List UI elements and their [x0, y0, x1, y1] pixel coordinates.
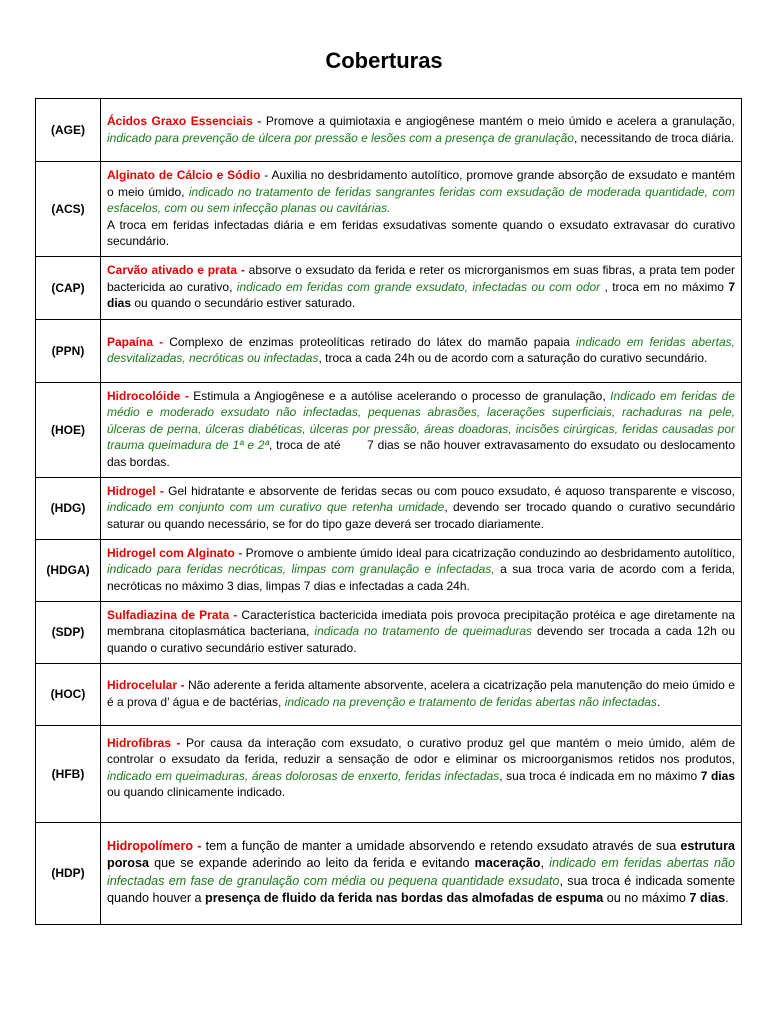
- row-description: [101, 601, 742, 663]
- change-text: , troca de até 7 dias se não houver extravasamento do exsudato ou deslocamento das bordas.: [107, 438, 739, 469]
- table-row: [36, 382, 742, 477]
- table-row: [36, 256, 742, 319]
- row-code: (HDP): [36, 822, 101, 924]
- description-text: Estimula a Angiogênese e a autólise acelerando o processo de granulação,: [188, 388, 611, 403]
- row-code: (AGE): [36, 99, 101, 162]
- table-row: [36, 601, 742, 663]
- table-row: [36, 477, 742, 539]
- indication-text: indicado para prevenção de úlcera por pressão e lesões com a presença de granulação: [107, 130, 574, 145]
- row-code: (HOE): [36, 382, 101, 477]
- description-text: - Auxilia no desbridamento autolítico, promove grande absorção de exsudato e mantém o meio úmido,: [107, 168, 735, 199]
- product-name: Alginato de Cálcio e Sódio: [107, 168, 261, 182]
- product-name: Ácidos Graxo Essenciais -: [107, 114, 262, 128]
- product-name: Hidrofibras -: [107, 735, 181, 750]
- change-text: a sua troca varia de acordo com a ferida, necróticas no máximo 3 dias, limpas 7 dias e infectadas a cada 24h.: [107, 562, 735, 593]
- change-days: 7 dias: [107, 279, 736, 311]
- product-name: Papaína -: [107, 334, 164, 349]
- change-text: , sua troca é indicada em no máximo: [499, 768, 701, 783]
- table-row: [36, 663, 742, 725]
- description-text: que se expande aderindo ao leito da ferida e evitando: [149, 856, 475, 870]
- table-row: [36, 319, 742, 382]
- indication-text: indicado em feridas abertas não infectadas em fase de granulação com média ou pequena quantidade exsudato: [107, 856, 735, 888]
- row-code: (CAP): [36, 256, 101, 319]
- emphasis-text: estrutura porosa: [107, 838, 735, 870]
- change-days: 7 dias: [700, 768, 735, 783]
- product-name: Hidrocolóide -: [107, 388, 189, 403]
- table-row: [36, 822, 742, 924]
- indication-text: indicado em queimaduras, áreas dolorosas de enxerto, feridas infectadas: [107, 768, 500, 783]
- change-text: ou no máximo: [603, 891, 690, 905]
- description-text: tem a função de manter a umidade absorvendo e retendo exsudato através de sua: [201, 838, 681, 853]
- row-description: [101, 382, 742, 477]
- row-code: (HFB): [36, 725, 101, 822]
- indication-text: Indicado em feridas de médio e moderado exsudato não infectadas, pequenas abrasões, lacerações superficiais, rachaduras na pele, úlceras de perna, úlceras diabéticas, úlceras por pressão, áreas doadoras, incisões cirúrgicas, feridas causadas por trauma queimadura de 1ª e 2ª: [107, 388, 735, 453]
- product-name: Hidrogel com Alginato -: [107, 545, 243, 560]
- change-text-end: ou quando clinicamente indicado.: [107, 785, 286, 799]
- description-text: absorve o exsudato da ferida e reter os microrganismos em suas fibras, a prata tem poder bactericida ao curativo,: [107, 263, 735, 294]
- row-description: [101, 256, 742, 319]
- change-text-end: .: [725, 891, 729, 905]
- indication-text: indicado em conjunto com um curativo que retenha umidade: [107, 500, 445, 515]
- change-text-end: ou quando o secundário estiver saturado.: [131, 296, 356, 311]
- description-text: Gel hidratante e absorvente de feridas secas ou com pouco exsudato, é aquoso transparente e viscoso,: [163, 483, 735, 498]
- page-title: Coberturas: [325, 48, 443, 73]
- row-description: [101, 822, 742, 924]
- row-code: (HOC): [36, 663, 101, 725]
- description-text: Complexo de enzimas proteolíticas retirado do látex do mamão papaia: [163, 334, 576, 349]
- change-text: , necessitando de troca diária.: [573, 130, 735, 145]
- product-name: Sulfadiazina de Prata -: [107, 607, 238, 622]
- row-description: [101, 319, 742, 382]
- description-text: Característica bactericida imediata pois provoca precipitação protéica e age diretamente na membrana citoplasmática bacteriana,: [107, 607, 735, 639]
- description-text: Promove o ambiente úmido ideal para cicatrização conduzindo ao desbridamento autolítico,: [242, 545, 736, 560]
- change-text: , troca a cada 24h ou de acordo com a saturação do curativo secundário.: [318, 351, 708, 365]
- table-row: [36, 539, 742, 601]
- change-text: A troca em feridas infectadas diária e em feridas exsudativas somente quando o exsudato extravasar do curativo secundário.: [107, 217, 735, 248]
- description-text: Promove a quimiotaxia e angiogênese mantém o meio úmido e acelera a granulação,: [261, 114, 735, 128]
- change-text: , troca em no máximo: [600, 279, 729, 294]
- emphasis-text: maceração: [474, 856, 541, 870]
- row-code: (HDGA): [36, 539, 101, 601]
- row-description: [101, 725, 742, 822]
- indication-text: indicado em feridas com grande exsudato, infectadas ou com odor: [236, 279, 601, 294]
- change-text: , devendo ser trocado quando o curativo secundário saturar ou quando necessário, se for do tipo gaze deverá ser trocado diariamente.: [107, 500, 735, 531]
- row-code: (PPN): [36, 319, 101, 382]
- indication-text: indicado em feridas abertas, desvitalizadas, necróticas ou infectadas: [107, 334, 736, 365]
- table-row: [36, 162, 742, 257]
- product-name: Carvão ativado e prata -: [107, 263, 245, 278]
- row-description: [101, 477, 742, 539]
- change-text: , sua troca é indicada somente quando houver a: [107, 873, 735, 905]
- change-days: 7 dias: [689, 891, 726, 905]
- description-text: Não aderente a ferida altamente absorvente, acelera a cicatrização pela manutenção do meio úmido e é a prova d’ água e de bactérias,: [107, 678, 735, 709]
- row-description: [101, 663, 742, 725]
- emphasis-text: presença de fluido da ferida nas bordas das almofadas de espuma: [205, 891, 604, 905]
- row-code: (HDG): [36, 477, 101, 539]
- indication-text: indicada no tratamento de queimaduras: [314, 624, 533, 639]
- indication-text: indicado na prevenção e tratamento de feridas abertas não infectadas: [284, 694, 657, 709]
- row-code: (ACS): [36, 162, 101, 257]
- indication-text: indicado para feridas necróticas, limpas com granulação e infectadas,: [107, 562, 495, 577]
- product-name: Hidropolímero -: [107, 838, 202, 853]
- indication-text: indicado no tratamento de feridas sangrantes feridas com exsudação de moderada quantidade, com esfacelos, com ou sem infecção planas ou cavitárias.: [107, 184, 735, 215]
- row-description: [101, 99, 742, 162]
- table-row: [36, 725, 742, 822]
- table-row: [36, 99, 742, 162]
- product-name: Hidrogel -: [107, 483, 164, 498]
- change-text: devendo ser trocada a cada 12h ou quando o curativo secundário estiver saturado.: [107, 624, 736, 655]
- row-description: [101, 539, 742, 601]
- change-text: .: [656, 694, 661, 709]
- description-text: ,: [540, 856, 550, 870]
- row-code: (SDP): [36, 601, 101, 663]
- description-text: Por causa da interação com exsudato, o curativo produz gel que mantém o meio úmido, além de controlar o exsudato da ferida, reduzir a sensação de odor e eliminar os microorganismos retidos nos produtos,: [107, 735, 735, 766]
- product-name: Hidrocelular -: [107, 678, 185, 692]
- row-description: [101, 162, 742, 257]
- coverings-table: [35, 98, 742, 925]
